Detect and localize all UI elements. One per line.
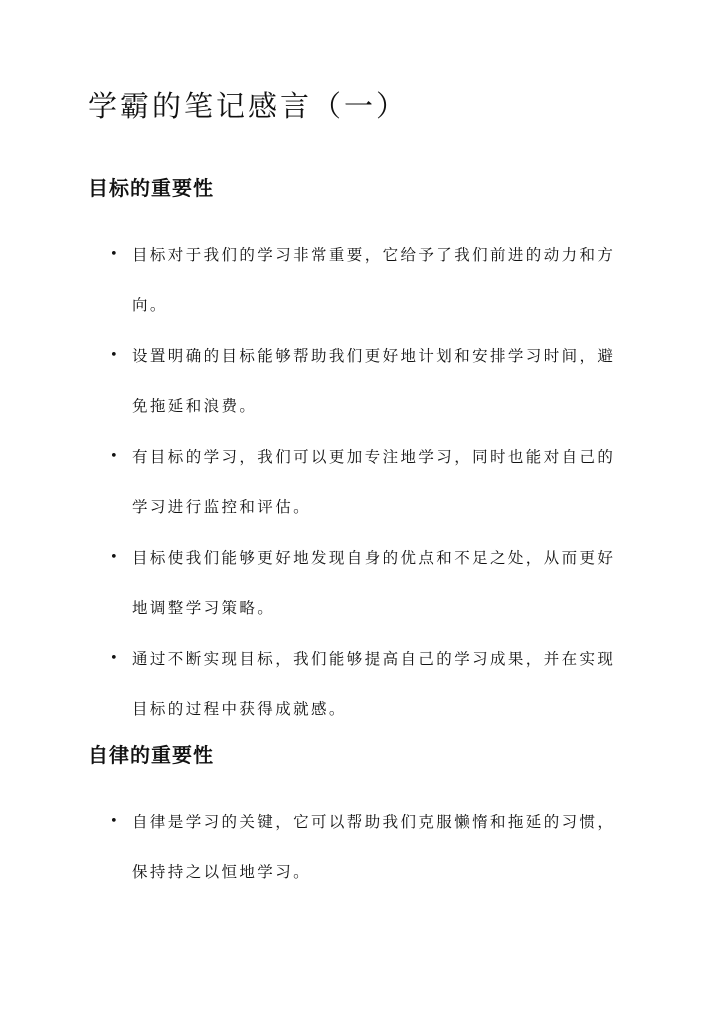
list-item bbox=[0, 634, 622, 734]
goals-bullet-list bbox=[0, 230, 622, 735]
list-item-text: 通过不断实现目标，我们能够提高自己的学习成果，并在实现目标的过程中获得成就感。 bbox=[132, 650, 616, 718]
list-item-text: 自律是学习的关键，它可以帮助我们克服懒惰和拖延的习惯，保持持之以恒地学习。 bbox=[132, 813, 616, 881]
self-discipline-bullet-list bbox=[0, 797, 622, 898]
list-item-text: 设置明确的目标能够帮助我们更好地计划和安排学习时间，避免拖延和浪费。 bbox=[132, 347, 616, 415]
bullet-icon: • bbox=[110, 348, 121, 363]
list-item-text: 目标使我们能够更好地发现自身的优点和不足之处，从而更好地调整学习策略。 bbox=[132, 549, 616, 617]
bullet-icon: • bbox=[110, 550, 121, 565]
bullet-icon: • bbox=[110, 814, 121, 829]
list-item-text: 目标对于我们的学习非常重要，它给予了我们前进的动力和方向。 bbox=[132, 246, 616, 314]
section-heading-goals: 目标的重要性 bbox=[88, 176, 214, 200]
bullet-icon: • bbox=[110, 449, 121, 464]
section-heading-self-discipline: 自律的重要性 bbox=[88, 743, 214, 767]
bullet-icon: • bbox=[110, 651, 121, 666]
list-item bbox=[0, 797, 622, 897]
list-item bbox=[0, 331, 622, 431]
list-item bbox=[0, 533, 622, 633]
list-item bbox=[0, 230, 622, 330]
bullet-icon: • bbox=[110, 247, 121, 262]
page-title: 学霸的笔记感言（一） bbox=[88, 89, 409, 123]
list-item-text: 有目标的学习，我们可以更加专注地学习，同时也能对自己的学习进行监控和评估。 bbox=[132, 448, 616, 516]
list-item bbox=[0, 432, 622, 532]
